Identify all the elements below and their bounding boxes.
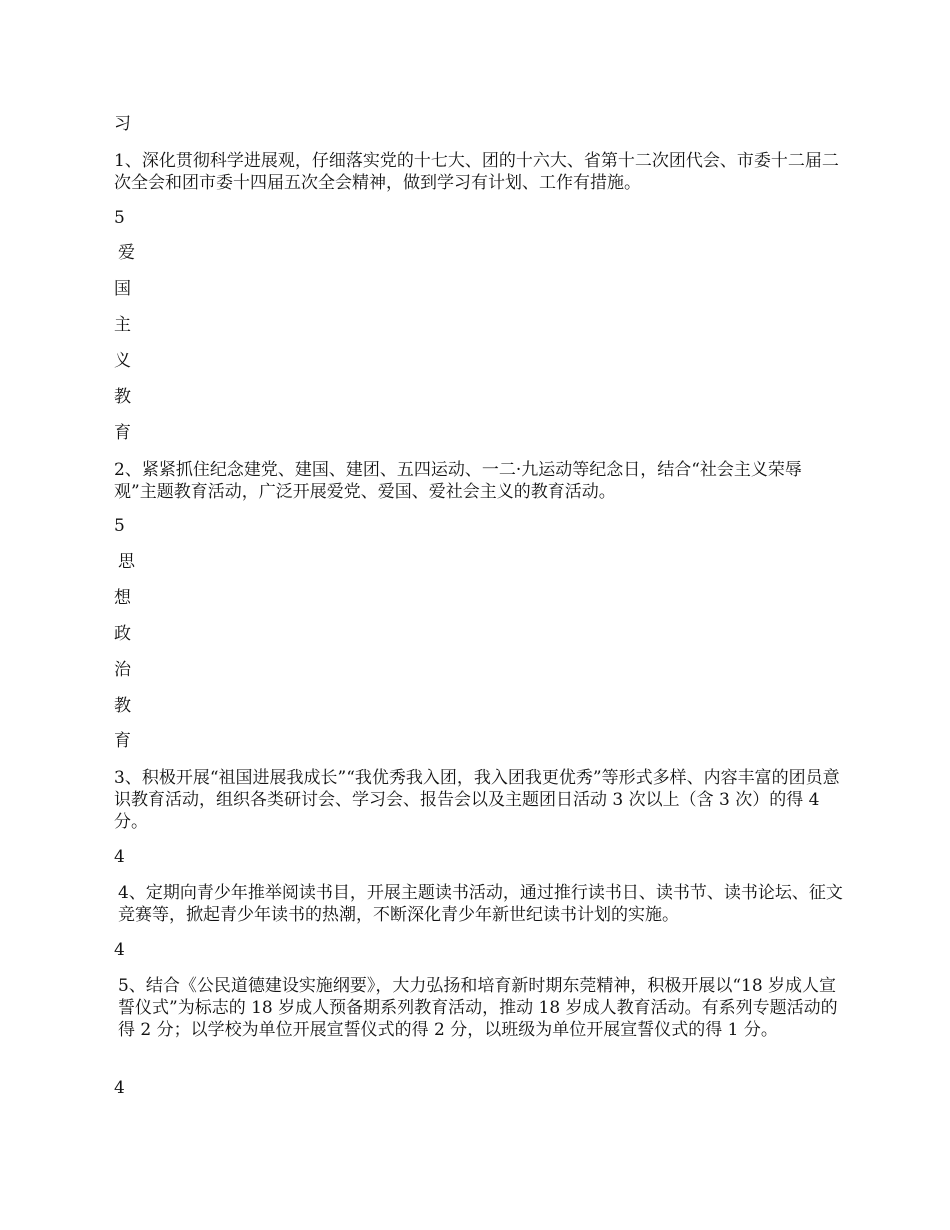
- vertical-char: 教: [114, 696, 131, 716]
- paragraph-item-5: 5、结合《公民道德建设实施纲要》，大力弘扬和培育新时期东莞精神，积极开展以“18 岁成人宣誓仪式”为标志的 18 岁成人预备期系列教育活动，推动 18 岁成人教育活动。有系列专题活动的得 2 分；以学校为单位开展宣誓仪式的得 2 分，以班级为单位开展宣誓仪式的得 1 分。: [118, 976, 838, 1040]
- score-value: 4: [114, 847, 125, 867]
- vertical-char: 思: [118, 552, 135, 572]
- vertical-char: 育: [114, 731, 131, 751]
- vertical-char: 国: [114, 279, 131, 299]
- vertical-char: 义: [114, 351, 131, 371]
- vertical-char: 育: [114, 423, 131, 443]
- score-value: 5: [114, 516, 125, 536]
- score-value: 4: [114, 940, 125, 960]
- vertical-char: 政: [114, 624, 131, 644]
- paragraph-item-3: 3、积极开展“祖国进展我成长”“我优秀我入团，我入团我更优秀”等形式多样、内容丰富的团员意识教育活动，组织各类研讨会、学习会、报告会以及主题团日活动 3 次以上（含 3 次）的得 4 分。: [114, 768, 840, 832]
- vertical-char: 爱: [118, 243, 135, 263]
- vertical-char: 教: [114, 387, 131, 407]
- paragraph-item-2: 2、紧紧抓住纪念建党、建国、建团、五四运动、一二·九运动等纪念日，结合“社会主义荣辱观”主题教育活动，广泛开展爱党、爱国、爱社会主义的教育活动。: [114, 460, 802, 502]
- score-value: 4: [114, 1078, 125, 1098]
- vertical-char: 想: [114, 588, 131, 608]
- score-value: 5: [114, 208, 125, 228]
- paragraph-item-1: 1、深化贯彻科学进展观，仔细落实党的十七大、团的十六大、省第十二次团代会、市委十二届二次全会和团市委十四届五次全会精神，做到学习有计划、工作有措施。: [114, 151, 839, 193]
- vertical-char: 治: [114, 660, 131, 680]
- text-line: 习: [114, 114, 131, 134]
- vertical-char: 主: [114, 315, 131, 335]
- paragraph-item-4: 4、定期向青少年推举阅读书目，开展主题读书活动，通过推行读书日、读书节、读书论坛、征文竞赛等，掀起青少年读书的热潮，不断深化青少年新世纪读书计划的实施。: [118, 883, 843, 925]
